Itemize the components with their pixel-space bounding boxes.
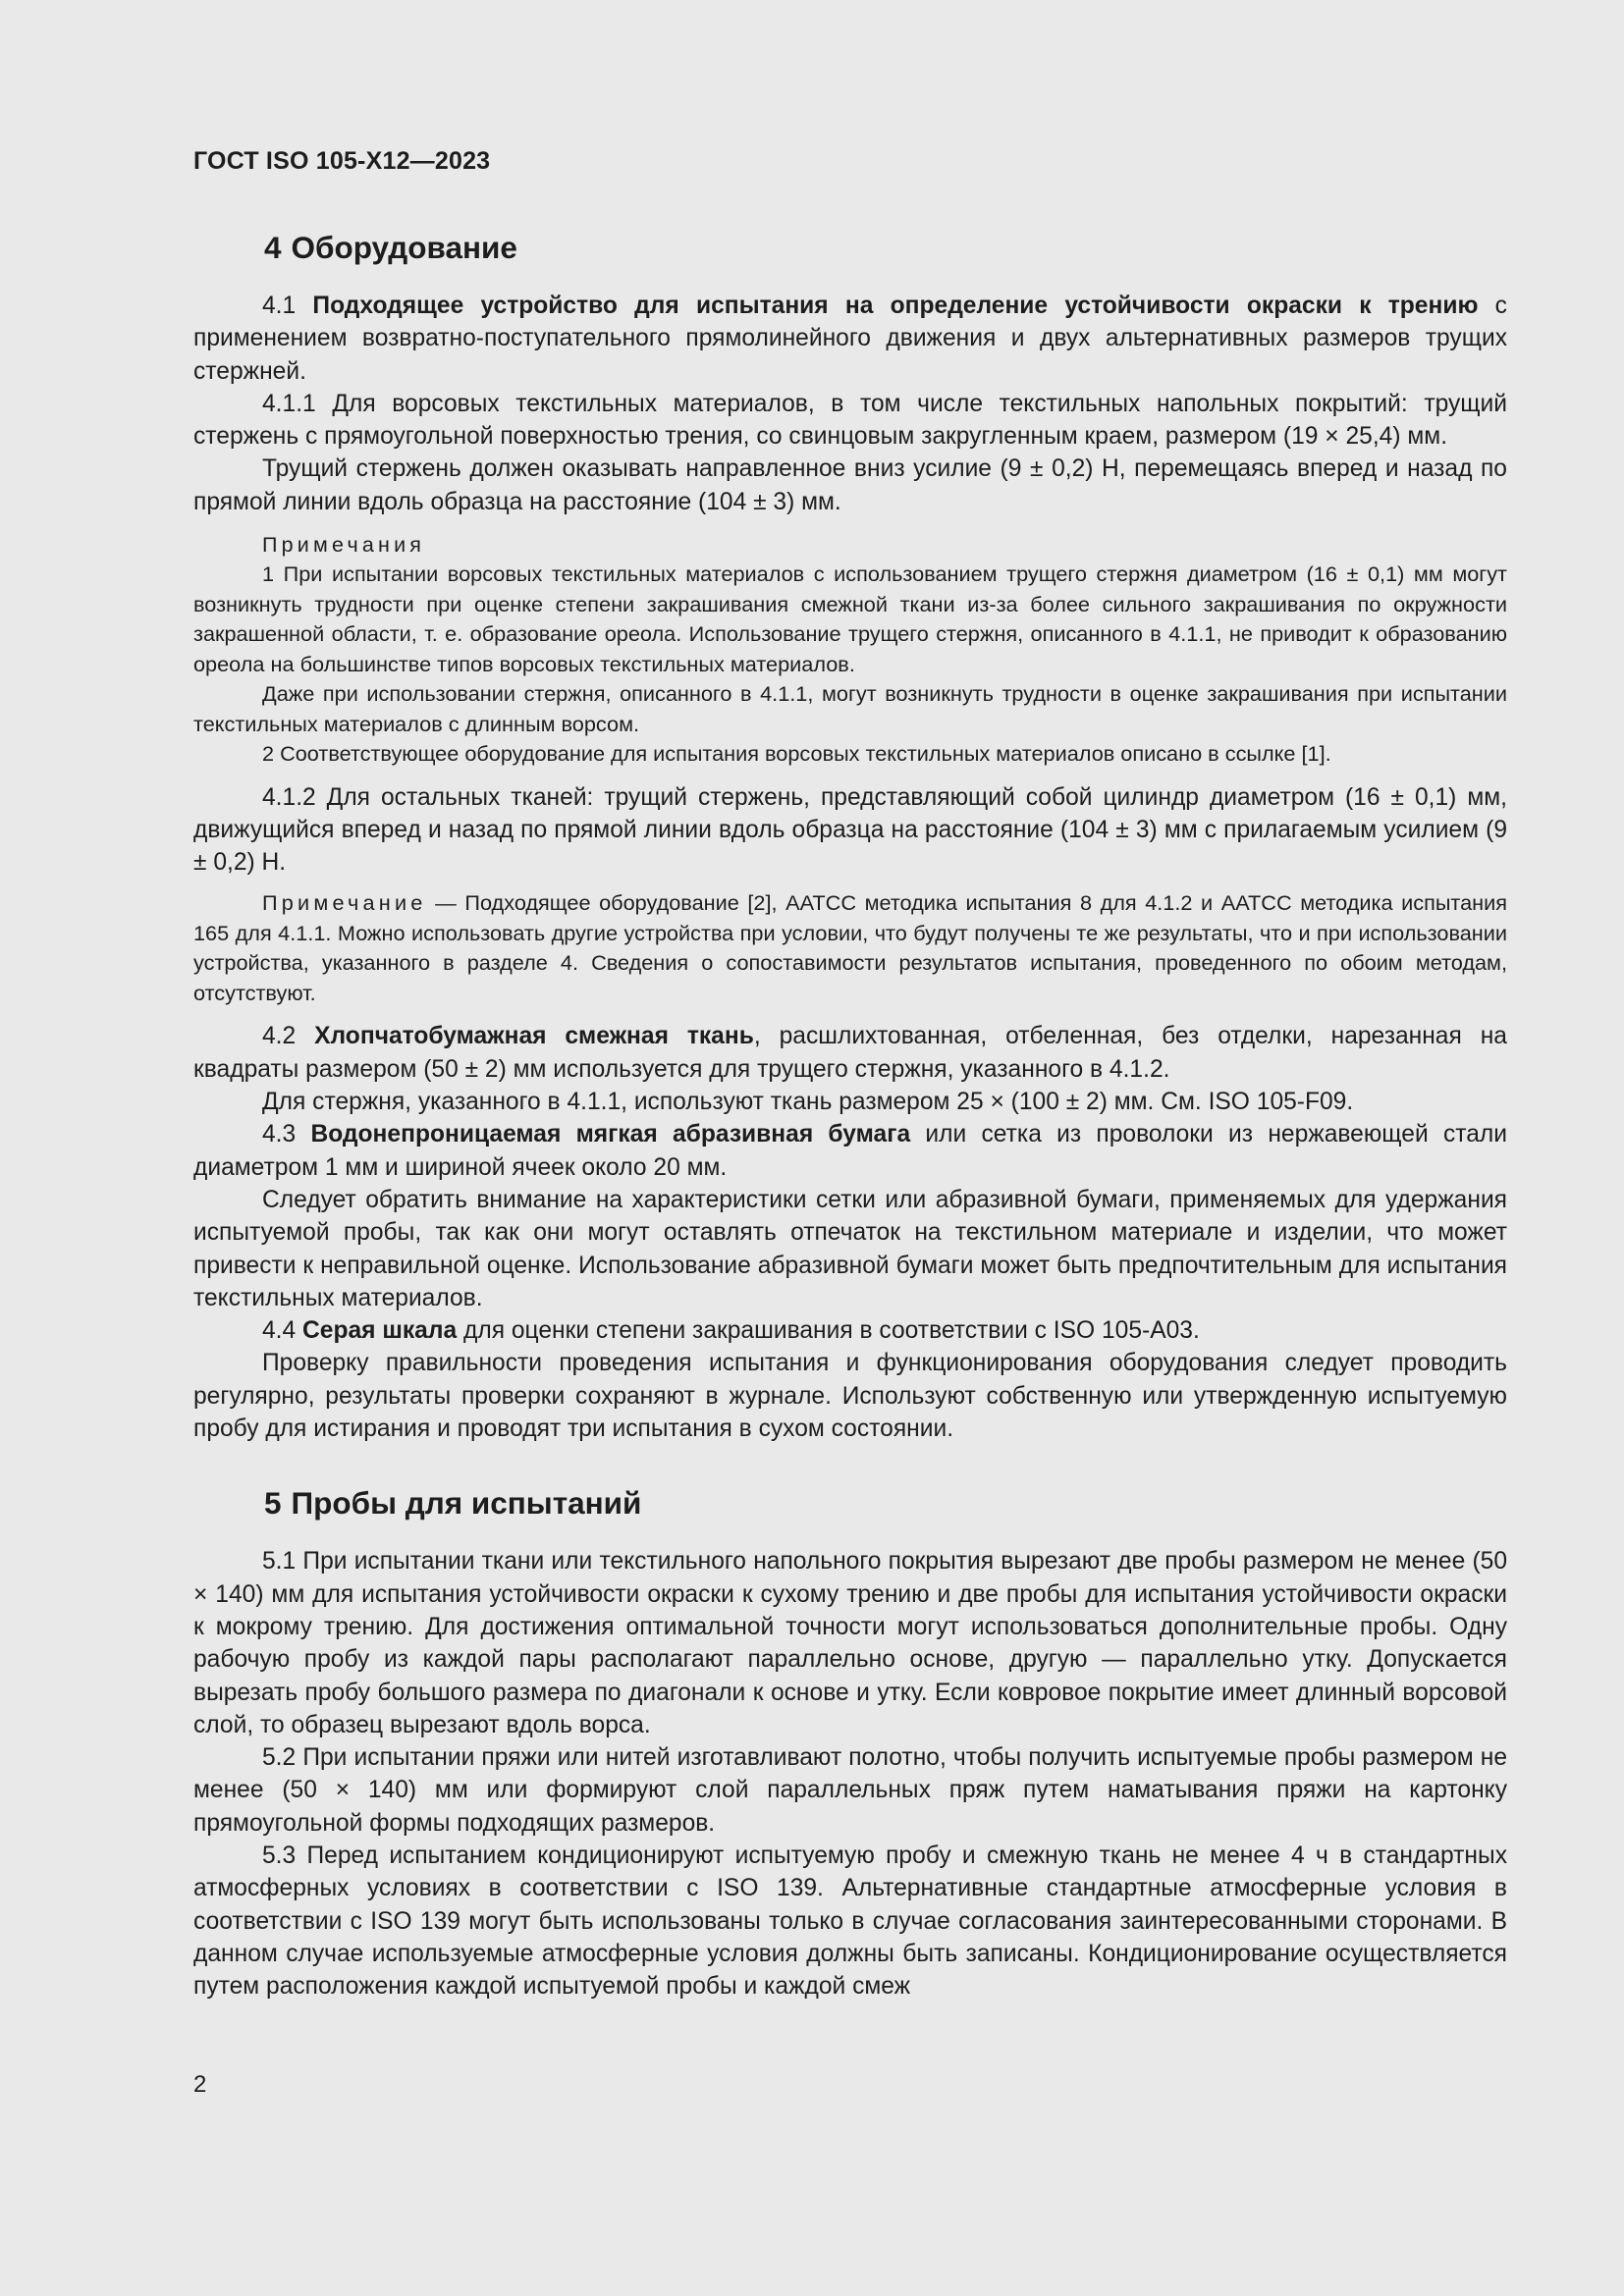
note-single-text: — Подходящее оборудование [2], AATCC методика испытания 8 для 4.1.2 и AATCC методика испытания 165 для 4.1.1. Можно использовать другие устройства при условии, что будут получены те же результаты, что и при использовании устройства, указанного в разделе 4. Сведения о сопоставимости результатов испытания, проведенного по обоим методам, отсутствуют. [193,890,1507,1005]
notes-title: Примечания [262,533,426,558]
section-5-heading [264,1482,1507,1523]
note-1: 1 При испытании ворсовых текстильных материалов с использованием трущего стержня диаметром (16 ± 0,1) мм могут возникнуть трудности при оценке степени закрашивания смежной ткани из-за более сильного закрашивания по окружности закрашенной области, т. е. образование ореола. Использование трущего стержня, описанного в 4.1.1, не приводит к образованию ореола на большинстве типов ворсовых текстильных материалов. [193,561,1507,676]
paragraph-4-2-term: Хлопчатобумажная смежная ткань [314,1023,754,1050]
note-single [193,888,1507,1008]
paragraph-4-3-text: или сетка из проволоки из нержавеющей стали диаметром 1 мм и шириной ячеек около 20 мм. [193,1121,1507,1181]
note-2: 2 Соответствующее оборудование для испытания ворсовых текстильных материалов описано в ссылке [1]. [262,741,1331,767]
paragraph-4-2 [193,1020,1507,1086]
page-number: 2 [193,2071,207,2098]
section-4-heading [264,227,1507,268]
section-4-title: Оборудование [291,230,517,265]
paragraph-4-3-continued: Следует обратить внимание на характеристики сетки или абразивной бумаги, применяемых для удержания испытуемой пробы, так как они могут оставлять отпечаток на текстильном материале и изделии, что может привести к неправильной оценке. Использование абразивной бумаги может быть предпочтительным для испытания текстильных материалов. [193,1186,1507,1311]
section-4-number: 4 [264,230,282,265]
paragraph-4-2-number: 4.2 [262,1023,297,1050]
paragraph-4-1-1-continued: Трущий стержень должен оказывать направленное вниз усилие (9 ± 0,2) Н, перемещаясь вперед и назад по прямой линии вдоль образца на расстояние (104 ± 3) мм. [193,455,1507,515]
paragraph-4-1-1: 4.1.1 Для ворсовых текстильных материалов, в том числе текстильных напольных покрытий: трущий стержень с прямоугольной поверхностью трения, со свинцовым закругленным краем, размером (19 × 25,4) мм. [193,390,1507,451]
paragraph-4-3-number: 4.3 [262,1121,297,1148]
paragraph-4-1-number: 4.1 [262,293,297,319]
paragraph-4-1-2: 4.1.2 Для остальных тканей: трущий стержень, представляющий собой цилиндр диаметром (16 ± 0,1) мм, движущийся вперед и назад по прямой линии вдоль образца на расстояние (104 ± 3) мм с прилагаемым усилием (9 ± 0,2) Н. [193,783,1507,877]
paragraph-4-2-continued: Для стержня, указанного в 4.1.1, используют ткань размером 25 × (100 ± 2) мм. См. ISO 105-F09. [262,1089,1354,1116]
paragraph-4-3 [193,1118,1507,1184]
section-5-number: 5 [264,1485,282,1522]
paragraph-5-1: 5.1 При испытании ткани или текстильного напольного покрытия вырезают две пробы размером не менее (50 × 140) мм для испытания устойчивости окраски к сухому трению и две пробы для испытания устойчивости окраски к мокрому трению. Для достижения оптимальной точности могут использоваться дополнительные пробы. Одну рабочую пробу из каждой пары располагают параллельно основе, другую — параллельно утку. Допускается вырезать пробу большого размера по диагонали к основе и утку. Если ковровое покрытие имеет длинный ворсовой слой, то образец вырезают вдоль ворса. [193,1548,1507,1738]
paragraph-4-4-continued: Проверку правильности проведения испытания и функционирования оборудования следует проводить регулярно, результаты проверки сохраняют в журнале. Используют собственную или утвержденную испытуемую пробу для истирания и проводят три испытания в сухом состоянии. [193,1350,1507,1443]
paragraph-4-4-term: Серая шкала [302,1317,458,1345]
document-page [193,147,1507,2002]
paragraph-4-2-text: , расшлихтованная, отбеленная, без отделки, нарезанная на квадраты размером (50 ± 2) мм используется для трущего стержня, указанного в 4.1.2. [193,1023,1507,1083]
note-1-continued: Даже при использовании стержня, описанного в 4.1.1, могут возникнуть трудности в оценке закрашивания при испытании текстильных материалов с длинным ворсом. [193,681,1507,736]
note-single-label: Примечание [262,890,427,916]
paragraph-5-3: 5.3 Перед испытанием кондиционируют испытуемую пробу и смежную ткань не менее 4 ч в стандартных атмосферных условиях в соответствии с ISO 139. Альтернативные стандартные атмосферные условия в соответствии с ISO 139 могут быть использованы только в случае согласования заинтересованными сторонами. В данном случае используемые атмосферные условия должны быть записаны. Кондиционирование осуществляется путем расположения каждой испытуемой пробы и каждой смеж [193,1842,1507,2001]
paragraph-4-4-number: 4.4 [262,1317,297,1345]
paragraph-4-4 [193,1314,1507,1347]
paragraph-4-3-term: Водонепроницаемая мягкая абразивная бумага [310,1121,911,1148]
paragraph-4-1 [193,290,1507,388]
paragraph-5-2: 5.2 При испытании пряжи или нитей изготавливают полотно, чтобы получить испытуемые пробы размером не менее (50 × 140) мм или формируют слой параллельных пряж путем наматывания пряжи на картонку прямоугольной формы подходящих размеров. [193,1744,1507,1837]
section-5-title: Пробы для испытаний [291,1485,642,1522]
document-header: ГОСТ ISO 105-X12—2023 [193,147,491,175]
paragraph-4-4-text: для оценки степени закрашивания в соответствии с ISO 105-A03. [457,1317,1200,1345]
paragraph-4-1-text: с применением возвратно-поступательного прямолинейного движения и двух альтернативных размеров трущих стержней. [193,293,1507,385]
paragraph-4-1-term: Подходящее устройство для испытания на определение устойчивости окраски к трению [312,293,1479,319]
